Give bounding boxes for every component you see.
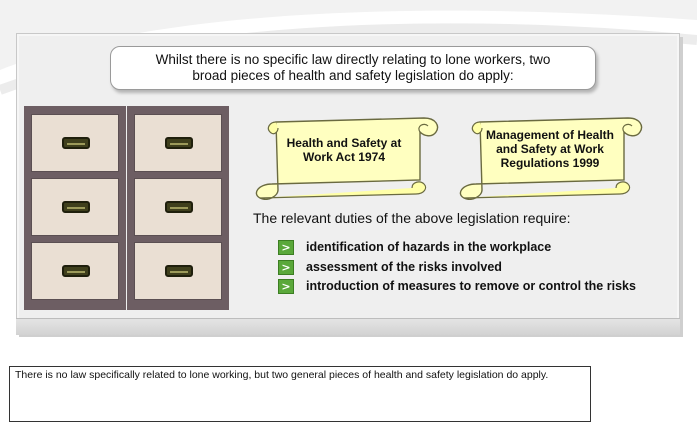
intro-line-1: Whilst there is no specific law directly relating to lone workers, two xyxy=(155,52,551,67)
list-item-text: assessment of the risks involved xyxy=(306,260,502,274)
scroll-1-text xyxy=(280,136,408,164)
drawer-handle-icon xyxy=(165,137,193,149)
drawer-handle-icon xyxy=(62,137,90,149)
arrow-right-icon: > xyxy=(278,279,294,294)
drawer-handle-icon xyxy=(165,201,193,213)
list-item xyxy=(278,238,551,256)
arrow-right-icon: > xyxy=(278,240,294,255)
arrow-right-icon: > xyxy=(278,260,294,275)
filing-cabinet-icon xyxy=(24,106,126,310)
scroll-2-text xyxy=(480,128,620,170)
drawer xyxy=(31,242,119,300)
duties-heading: The relevant duties of the above legislation require: xyxy=(253,210,571,226)
drawer-handle-icon xyxy=(62,201,90,213)
list-item xyxy=(278,277,636,295)
drawer xyxy=(134,114,222,172)
scroll-2-line-3: Regulations 1999 xyxy=(500,156,600,170)
slide-footer-bar xyxy=(16,318,680,335)
drawer-handle-icon xyxy=(62,265,90,277)
scroll-1-line-2: Work Act 1974 xyxy=(302,150,386,164)
drawer xyxy=(31,114,119,172)
intro-callout xyxy=(110,46,596,90)
drawer xyxy=(134,242,222,300)
drawer-handle-icon xyxy=(165,265,193,277)
scroll-2-line-1: Management of Health xyxy=(485,128,614,142)
list-item-text: identification of hazards in the workplace xyxy=(306,240,552,254)
drawer xyxy=(134,178,222,236)
scroll-1-line-1: Health and Safety at xyxy=(286,136,402,150)
drawer xyxy=(31,178,119,236)
filing-cabinet-icon xyxy=(127,106,229,310)
list-item-text: introduction of measures to remove or control the risks xyxy=(306,279,636,293)
scroll-2-line-2: and Safety at Work xyxy=(496,142,604,156)
intro-line-2: broad pieces of health and safety legislation do apply: xyxy=(192,68,514,83)
notes-text-area[interactable]: There is no law specifically related to lone working, but two general pieces of health and safety legislation do apply. xyxy=(9,366,591,422)
list-item xyxy=(278,258,502,276)
